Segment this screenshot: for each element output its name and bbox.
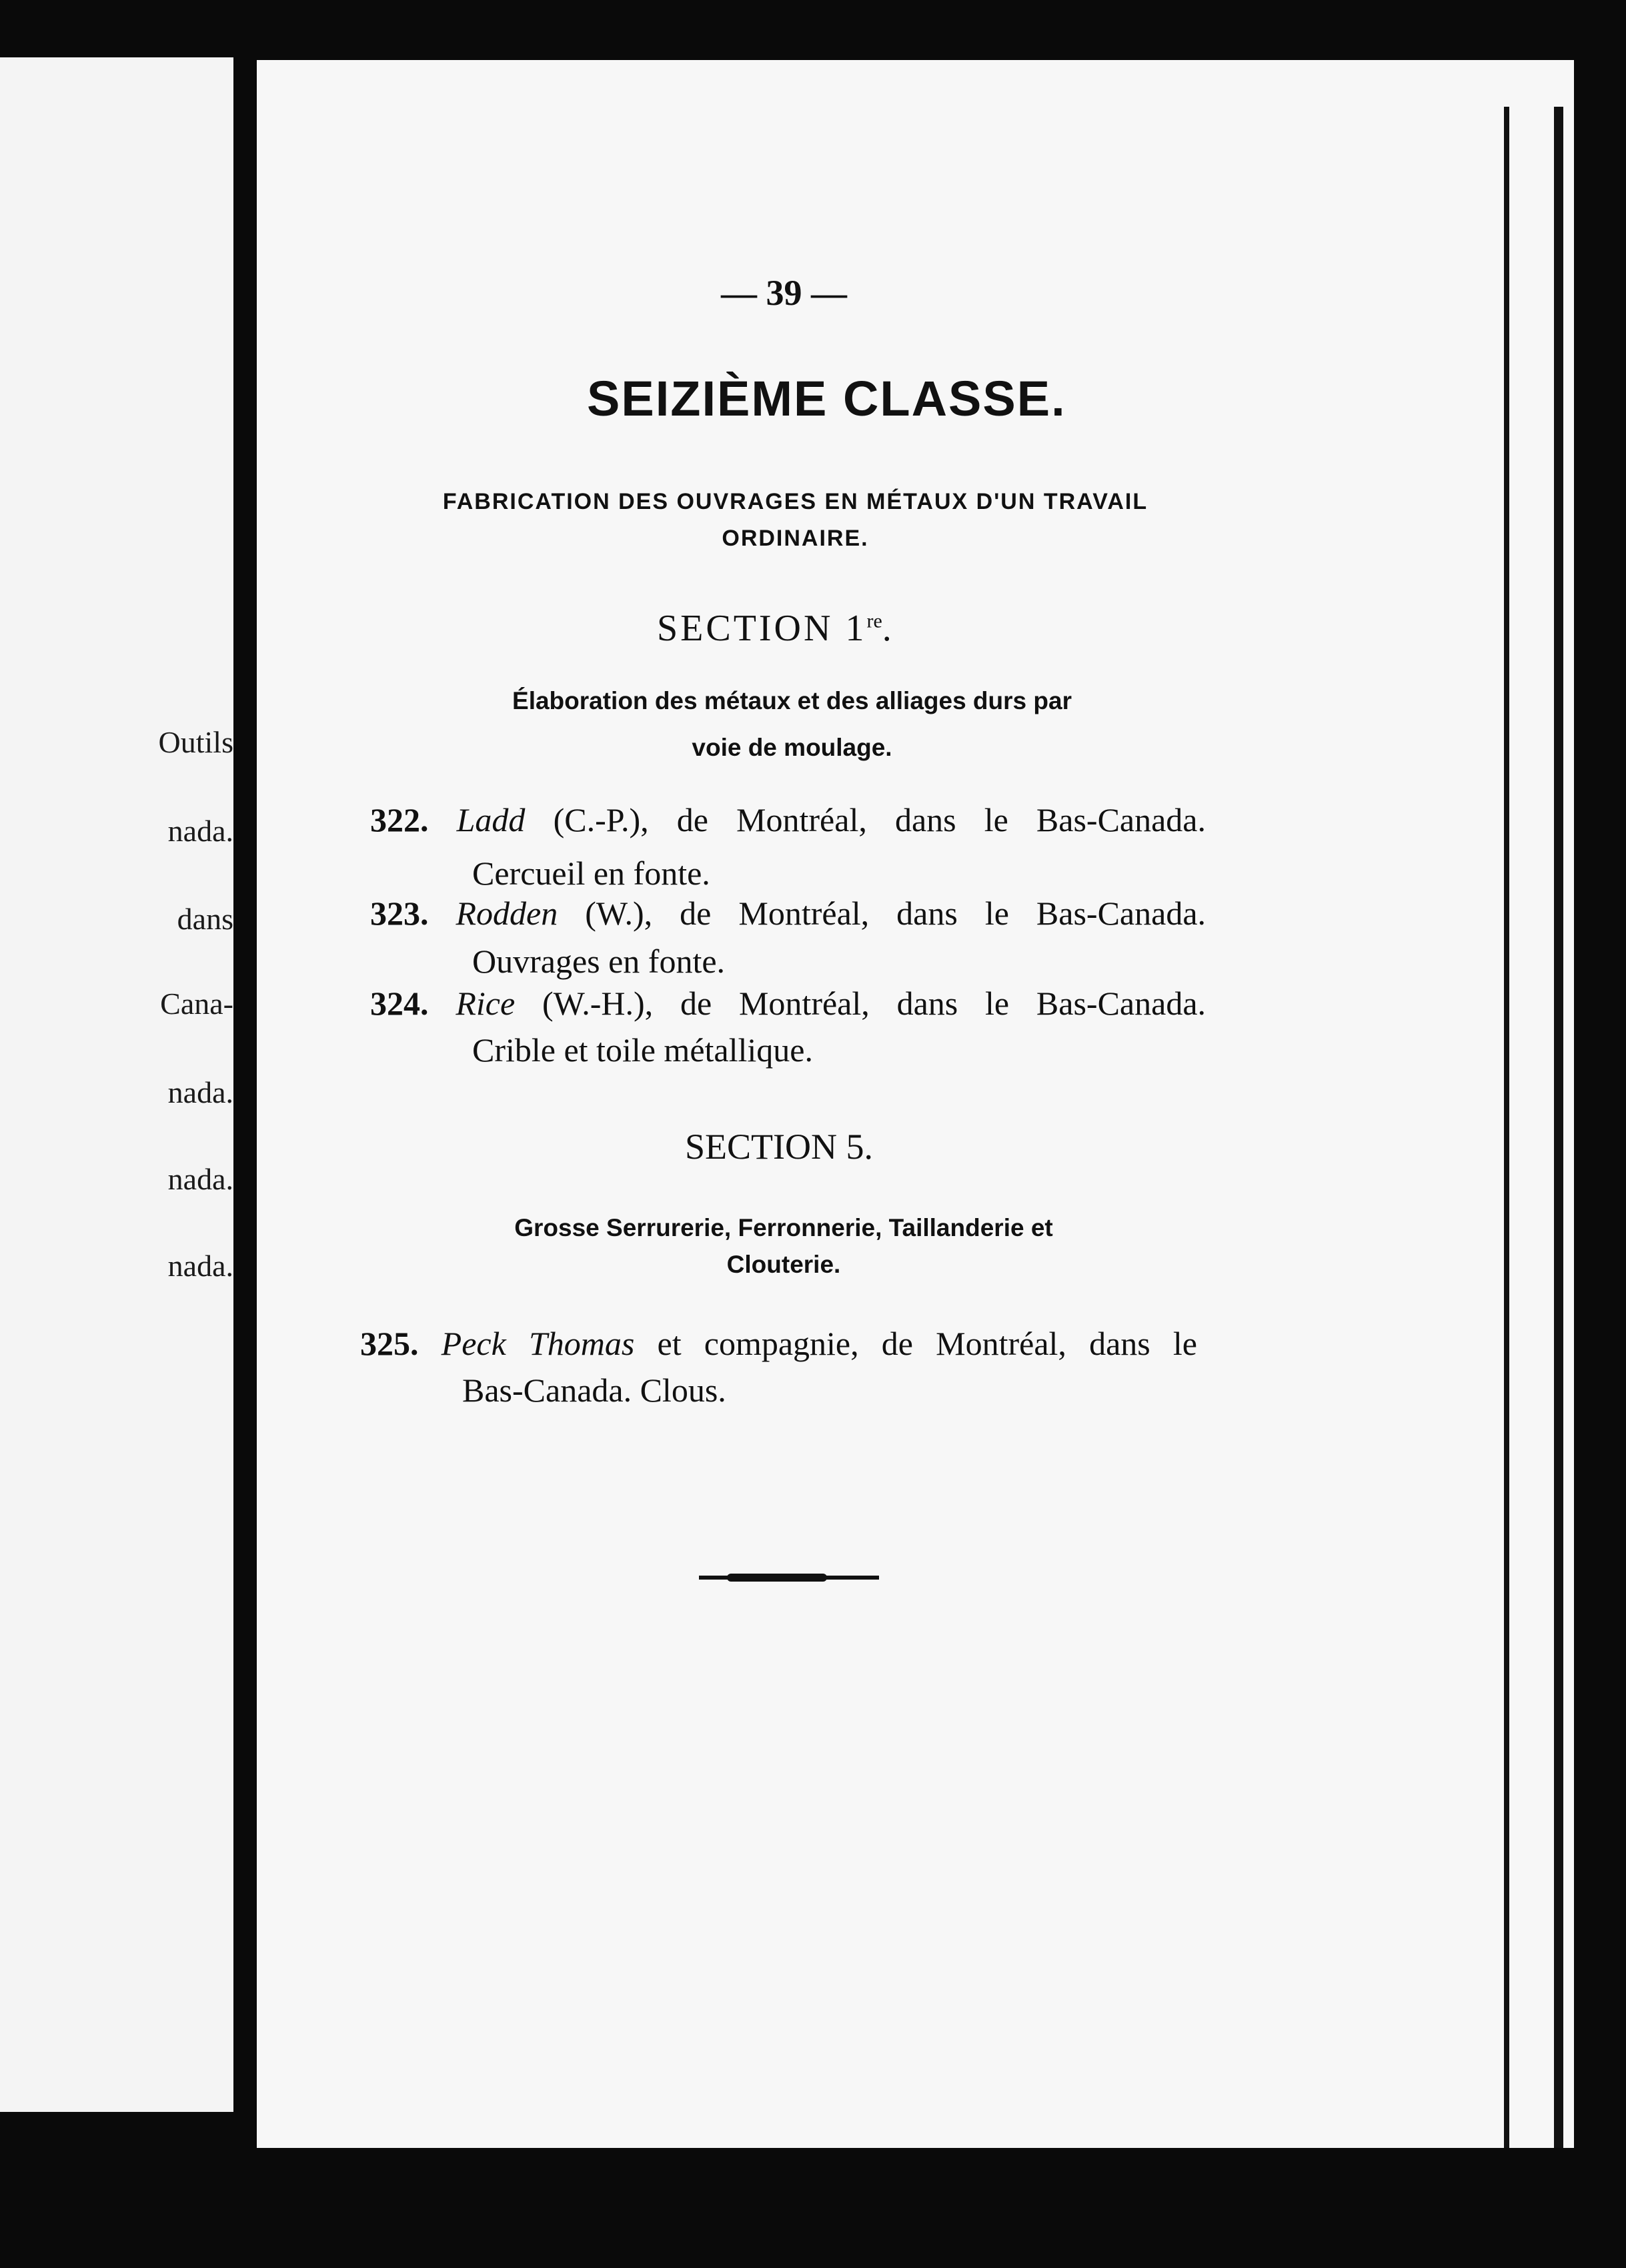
entry-325-line2: Bas-Canada. Clous. (462, 1371, 726, 1409)
left-page-fragment: nada. (167, 814, 233, 848)
section-1-subhead-line1: Élaboration des métaux et des alliages durs par (512, 687, 1072, 714)
left-page-fragment: dans (177, 902, 233, 936)
left-page-fragment: nada. (167, 1249, 233, 1283)
entry-325-line1: 325. Peck Thomas et compagnie, de Montréal, dans le (360, 1325, 1198, 1362)
class-subtitle-line1: FABRICATION DES OUVRAGES EN MÉTAUX D'UN TRAVAIL (442, 489, 1148, 514)
left-page-fragment: Outils (158, 725, 233, 759)
section-5-subhead-line1: Grosse Serrurerie, Ferronnerie, Taillanderie et (514, 1214, 1053, 1241)
page-edge (1504, 107, 1509, 2148)
entry-322-line2: Cercueil en fonte. (472, 855, 710, 892)
section-1-heading: SECTION 1re. (657, 608, 894, 649)
left-page-fragment: nada. (167, 1075, 233, 1109)
entry-323-line2: Ouvrages en fonte. (472, 943, 726, 980)
entry-324-line1: 324. Rice (W.-H.), de Montréal, dans le Bas-Canada. (370, 985, 1206, 1022)
page-edge (1554, 107, 1563, 2148)
left-page (0, 57, 233, 2112)
class-subtitle-line2: ORDINAIRE. (722, 526, 869, 551)
class-title: SEIZIÈME CLASSE. (587, 371, 1066, 426)
entry-324-line2: Crible et toile métallique. (472, 1031, 813, 1069)
entry-322-line1: 322. Ladd (C.-P.), de Montréal, dans le Bas-Canada. (370, 801, 1206, 838)
page-number: — 39 — (721, 273, 847, 313)
entry-323-line1: 323. Rodden (W.), de Montréal, dans le Bas-Canada. (370, 895, 1206, 932)
section-1-subhead-line2: voie de moulage. (692, 734, 892, 761)
left-page-fragment: Cana- (160, 987, 233, 1021)
left-page-fragment: nada. (167, 1162, 233, 1196)
section-5-subhead-line2: Clouterie. (726, 1251, 841, 1278)
closing-rule-center (727, 1574, 827, 1582)
section-5-heading: SECTION 5. (685, 1127, 873, 1167)
